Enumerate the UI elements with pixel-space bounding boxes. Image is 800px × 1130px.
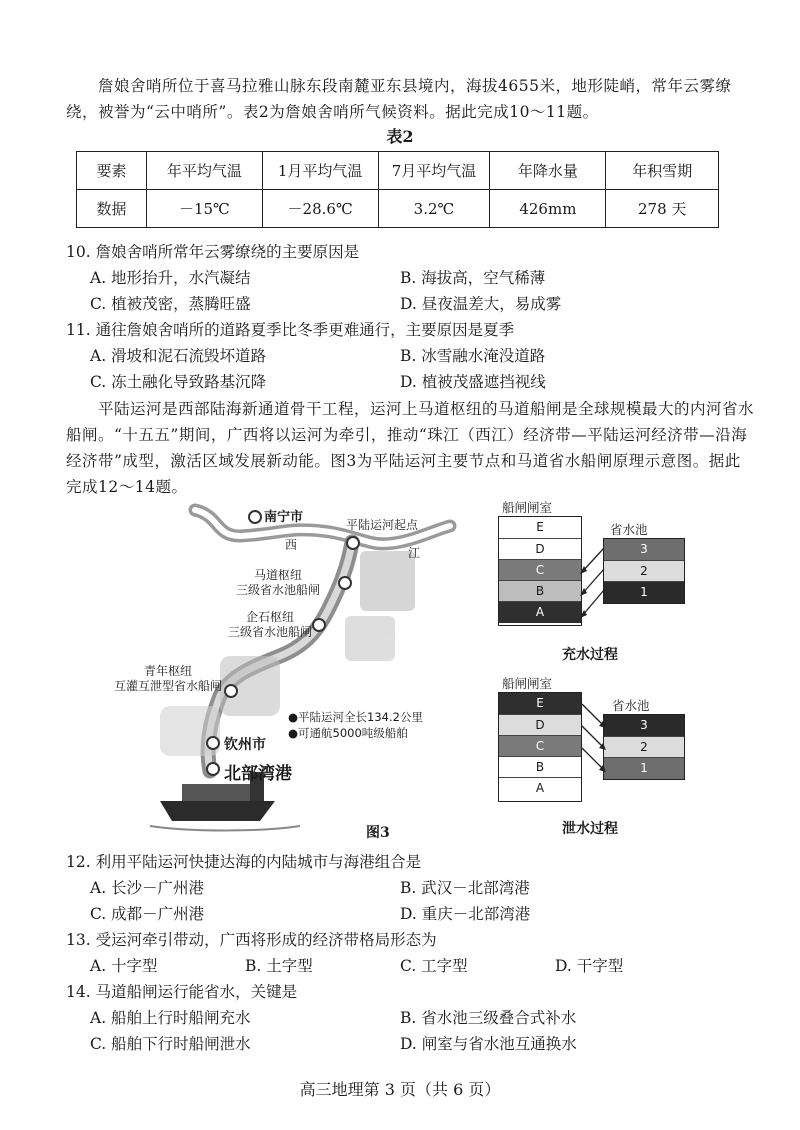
- table-header-cell: 1月平均气温: [262, 152, 378, 190]
- table-cell: 278 天: [606, 190, 719, 228]
- table-cell: 426mm: [490, 190, 606, 228]
- question-10-option-c: C. 植被茂密，蒸腾旺盛: [90, 295, 251, 313]
- question-12-option-c: C. 成都－广州港: [90, 905, 205, 923]
- table-data-row: [77, 190, 719, 228]
- xi-label: 西: [285, 538, 298, 552]
- chamber-level-e: E: [499, 693, 581, 714]
- qinzhou-label: 钦州市: [224, 737, 266, 753]
- question-14-option-a: A. 船舶上行时船闸充水: [90, 1009, 251, 1027]
- nanning-pin-icon: [248, 510, 262, 524]
- figure-caption: 图3: [366, 825, 390, 841]
- qinzhou-pin-icon: [206, 736, 220, 750]
- drain-arrows: [578, 696, 618, 776]
- question-13-option-c: C. 工字型: [400, 957, 468, 975]
- pool-level-3: 3: [604, 715, 684, 736]
- pool-level-3: 3: [604, 539, 684, 560]
- qishi-pin-icon: [312, 618, 326, 632]
- question-12-option-d: D. 重庆－北部湾港: [400, 905, 531, 923]
- chamber-title-fill: 船闸闸室: [502, 500, 553, 515]
- chamber-level-d: D: [499, 538, 581, 560]
- canal-start-label: 平陆运河起点: [346, 518, 419, 532]
- table-header-cell: 年降水量: [490, 152, 606, 190]
- beibu-pin-icon: [206, 762, 220, 776]
- lock-chamber-fill: [498, 516, 582, 626]
- question-12-option-b: B. 武汉－北部湾港: [400, 879, 530, 897]
- intro-paragraph-2: 平陆运河是西部陆海新通道骨干工程，运河上马道枢纽的马道船闸是全球规模最大的内河省水船闸。“十五五”期间，广西将以运河为牵引，推动“珠江（西江）经济带—平陆运河经济带—沿海经济带”成型，激活区域发展新动能。图3为平陆运河主要节点和马道省水船闸原理示意图。据此完成12～14题。: [66, 400, 755, 496]
- pool-level-2: 2: [604, 736, 684, 758]
- page-footer: 高三地理第 3 页（共 6 页）: [299, 1080, 501, 1099]
- pool-level-1: 1: [604, 757, 684, 779]
- jiang-label: 江: [408, 546, 421, 560]
- question-11-option-d: D. 植被茂盛遮挡视线: [400, 373, 546, 391]
- qingnian-pin-icon: [224, 684, 238, 698]
- question-14-option-d: D. 闸室与省水池互通换水: [400, 1035, 577, 1053]
- question-14-option-b: B. 省水池三级叠合式补水: [400, 1009, 577, 1027]
- table-cell: －15℃: [147, 190, 263, 228]
- pool-level-2: 2: [604, 560, 684, 582]
- canal-capacity-fact: ●可通航5000吨级船舶: [288, 726, 408, 740]
- chamber-level-d: D: [499, 714, 581, 736]
- question-14-option-c: C. 船舶下行时船闸泄水: [90, 1035, 251, 1053]
- table-header-row: [77, 152, 719, 190]
- table-cell: 3.2℃: [378, 190, 490, 228]
- nanning-label: 南宁市: [264, 510, 304, 525]
- question-10-option-b: B. 海拔高，空气稀薄: [400, 269, 546, 287]
- madao-label: 马道枢纽 三级省水池船闸: [236, 568, 321, 597]
- question-14-stem: 14. 马道船闸运行能省水，关键是: [66, 983, 298, 1001]
- question-11-option-c: C. 冻土融化导致路基沉降: [90, 373, 267, 391]
- table-header-cell: 要素: [77, 152, 147, 190]
- canal-length-fact: ●平陆运河全长134.2公里: [288, 710, 423, 724]
- chamber-level-a: A: [499, 777, 581, 799]
- question-13-option-d: D. 干字型: [555, 957, 624, 975]
- table-header-cell: 年平均气温: [147, 152, 263, 190]
- question-10-stem: 10. 詹娘舍哨所常年云雾缭绕的主要原因是: [66, 243, 360, 261]
- qishi-label: 企石枢纽 三级省水池船闸: [228, 610, 313, 639]
- question-13-option-b: B. 土字型: [245, 957, 313, 975]
- chamber-level-c: C: [499, 735, 581, 757]
- fill-arrows: [578, 542, 618, 622]
- question-11-stem: 11. 通往詹娘舍哨所的道路夏季比冬季更难通行，主要原因是夏季: [66, 321, 515, 339]
- chamber-level-e: E: [536, 520, 544, 534]
- canal-start-pin-icon: [346, 536, 360, 550]
- question-11-option-b: B. 冰雪融水淹没道路: [400, 347, 546, 365]
- beibu-port-label: 北部湾港: [224, 764, 292, 784]
- question-12-option-a: A. 长沙－广州港: [90, 879, 205, 897]
- chamber-title-drain: 船闸闸室: [502, 676, 553, 691]
- question-11-option-a: A. 滑坡和泥石流毁坏道路: [90, 347, 267, 365]
- chamber-level-a: A: [499, 601, 581, 623]
- madao-pin-icon: [338, 576, 352, 590]
- chamber-level-b: B: [499, 580, 581, 602]
- fill-process-label: 充水过程: [562, 647, 618, 663]
- question-12-stem: 12. 利用平陆运河快捷达海的内陆城市与海港组合是: [66, 853, 422, 871]
- chamber-level-b: B: [499, 756, 581, 778]
- climate-table: [76, 151, 719, 228]
- intro-paragraph-1: 詹娘舍哨所位于喜马拉雅山脉东段南麓亚东县境内，海拔4655米，地形陡峭，常年云雾缭绕，被誉为“云中哨所”。表2为詹娘舍哨所气候资料。据此完成10～11题。: [66, 77, 732, 121]
- figure-3: [90, 496, 710, 846]
- table-header-cell: 7月平均气温: [378, 152, 490, 190]
- table-header-cell: 年积雪期: [606, 152, 719, 190]
- table-title: 表2: [386, 127, 414, 146]
- question-13-option-a: A. 十字型: [90, 957, 158, 975]
- pool-title-fill: 省水池: [610, 522, 648, 537]
- table-cell: －28.6℃: [262, 190, 378, 228]
- qingnian-label: 青年枢纽 互灌互泄型省水船闸: [114, 664, 223, 693]
- lock-chamber-drain: [498, 692, 582, 802]
- pool-title-drain: 省水池: [612, 698, 650, 713]
- question-13-stem: 13. 受运河牵引带动，广西将形成的经济带格局形态为: [66, 931, 437, 949]
- pool-level-1: 1: [604, 581, 684, 603]
- drain-process-label: 泄水过程: [562, 821, 618, 837]
- question-10-option-a: A. 地形抬升，水汽凝结: [90, 269, 251, 287]
- chamber-level-c: C: [499, 559, 581, 581]
- table-cell: 数据: [77, 190, 147, 228]
- question-10-option-d: D. 昼夜温差大，易成雾: [400, 295, 562, 313]
